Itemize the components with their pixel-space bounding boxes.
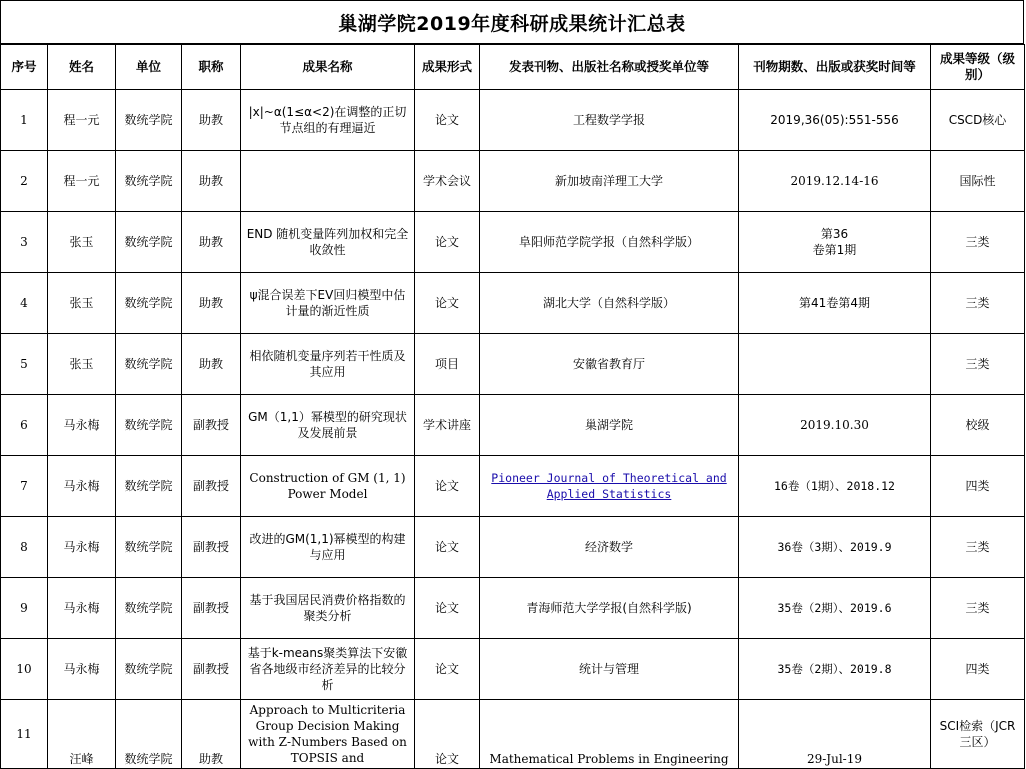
cell-achievement[interactable]: ψ混合误差下EV回归模型中估计量的渐近性质 [241,273,415,334]
cell-name[interactable]: 程一元 [48,151,116,212]
cell-rank[interactable]: 助教 [182,273,241,334]
cell-rank[interactable]: 助教 [182,334,241,395]
cell-issue[interactable]: 35卷（2期）、2019.6 [739,578,931,639]
sheet-title: 巢湖学院2019年度科研成果统计汇总表 [0,0,1024,44]
header-row [1,45,1025,90]
cell-publisher[interactable]: 新加坡南洋理工大学 [480,151,739,212]
table-row [1,456,1025,517]
cell-form[interactable]: 论文 [415,578,480,639]
cell-name[interactable]: 马永梅 [48,456,116,517]
cell-rank[interactable]: 副教授 [182,517,241,578]
cell-form[interactable]: 学术讲座 [415,395,480,456]
cell-form[interactable]: 学术会议 [415,151,480,212]
cell-no[interactable]: 7 [1,456,48,517]
cell-unit[interactable]: 数统学院 [116,151,182,212]
cell-achievement[interactable]: END 随机变量阵列加权和完全收敛性 [241,212,415,273]
cell-achievement[interactable]: GM（1,1）幂模型的研究现状及发展前景 [241,395,415,456]
cell-achievement[interactable]: Construction of GM (1, 1) Power Model [241,456,415,517]
header-no: 序号 [1,45,48,90]
cell-level[interactable]: 三类 [931,212,1025,273]
cell-achievement[interactable]: 基于我国居民消费价格指数的聚类分析 [241,578,415,639]
cell-form[interactable]: 论文 [415,456,480,517]
header-achievement: 成果名称 [241,45,415,90]
cell-publisher[interactable] [480,456,739,517]
table-row [1,151,1025,212]
cell-name[interactable]: 张玉 [48,212,116,273]
cell-form[interactable]: 论文 [415,212,480,273]
cell-achievement[interactable]: 相依随机变量序列若干性质及其应用 [241,334,415,395]
cell-no[interactable]: 4 [1,273,48,334]
cell-issue[interactable] [739,334,931,395]
cell-rank[interactable]: 副教授 [182,395,241,456]
cell-publisher[interactable]: 统计与管理 [480,639,739,700]
cell-form[interactable]: 论文 [415,639,480,700]
cell-level[interactable]: 国际性 [931,151,1025,212]
cell-level[interactable]: 四类 [931,639,1025,700]
cell-level[interactable]: SCI检索（JCR三区） [931,700,1025,769]
cell-unit[interactable]: 数统学院 [116,517,182,578]
cell-issue[interactable]: 2019.10.30 [739,395,931,456]
cell-no[interactable]: 6 [1,395,48,456]
cell-form[interactable]: 论文 [415,90,480,151]
cell-form[interactable]: 论文 [415,273,480,334]
cell-issue[interactable]: 29-Jul-19 [739,700,931,769]
cell-name[interactable]: 程一元 [48,90,116,151]
header-publisher: 发表刊物、出版社名称或授奖单位等 [480,45,739,90]
cell-rank[interactable]: 助教 [182,151,241,212]
cell-unit[interactable]: 数统学院 [116,700,182,769]
cell-rank[interactable]: 副教授 [182,639,241,700]
header-form: 成果形式 [415,45,480,90]
cell-level[interactable]: CSCD核心 [931,90,1025,151]
table-row [1,639,1025,700]
cell-unit[interactable]: 数统学院 [116,273,182,334]
cell-unit[interactable]: 数统学院 [116,90,182,151]
cell-issue[interactable]: 35卷（2期）、2019.8 [739,639,931,700]
cell-issue[interactable]: 16卷（1期）、2018.12 [739,456,931,517]
cell-rank[interactable]: 副教授 [182,456,241,517]
cell-achievement[interactable] [241,151,415,212]
cell-rank[interactable]: 副教授 [182,578,241,639]
table-row [1,395,1025,456]
cell-no[interactable]: 9 [1,578,48,639]
cell-rank[interactable]: 助教 [182,90,241,151]
cell-rank[interactable]: 助教 [182,212,241,273]
cell-unit[interactable]: 数统学院 [116,334,182,395]
cell-issue[interactable]: 第36 卷第1期 [739,212,931,273]
cell-achievement[interactable]: |x|~α(1≤α<2)在调整的正切节点组的有理逼近 [241,90,415,151]
cell-form[interactable]: 论文 [415,700,480,769]
cell-no[interactable]: 2 [1,151,48,212]
cell-publisher[interactable]: 巢湖学院 [480,395,739,456]
table-row [1,700,1025,769]
cell-name[interactable]: 张玉 [48,273,116,334]
cell-level[interactable]: 三类 [931,273,1025,334]
cell-name[interactable]: 马永梅 [48,517,116,578]
cell-issue[interactable]: 2019.12.14-16 [739,151,931,212]
achievement-table [0,44,1025,769]
cell-name[interactable]: 汪峰 [48,700,116,769]
table-row [1,517,1025,578]
header-unit: 单位 [116,45,182,90]
header-issue: 刊物期数、出版或获奖时间等 [739,45,931,90]
cell-achievement[interactable]: 基于k-means聚类算法下安徽省各地级市经济差异的比较分析 [241,639,415,700]
cell-name[interactable]: 张玉 [48,334,116,395]
cell-level[interactable]: 四类 [931,456,1025,517]
cell-no[interactable]: 5 [1,334,48,395]
cell-name[interactable]: 马永梅 [48,395,116,456]
cell-issue[interactable]: 36卷（3期）、2019.9 [739,517,931,578]
cell-form[interactable]: 论文 [415,517,480,578]
cell-name[interactable]: 马永梅 [48,578,116,639]
cell-no[interactable]: 10 [1,639,48,700]
cell-publisher[interactable]: 湖北大学（自然科学版） [480,273,739,334]
table-row [1,90,1025,151]
cell-unit[interactable]: 数统学院 [116,578,182,639]
cell-no[interactable]: 8 [1,517,48,578]
cell-publisher[interactable]: 安徽省教育厅 [480,334,739,395]
cell-unit[interactable]: 数统学院 [116,212,182,273]
cell-achievement[interactable]: Approach to Multicriteria Group Decision Making with Z-Numbers Based on TOPSIS and [241,700,415,769]
table-row [1,273,1025,334]
cell-level[interactable]: 三类 [931,517,1025,578]
cell-level[interactable]: 三类 [931,334,1025,395]
cell-unit[interactable]: 数统学院 [116,395,182,456]
cell-level[interactable]: 三类 [931,578,1025,639]
table-row [1,334,1025,395]
cell-unit[interactable]: 数统学院 [116,639,182,700]
header-rank: 职称 [182,45,241,90]
publisher-link[interactable]: Pioneer Journal of Theoretical and Applied Statistics [491,471,727,501]
table-row [1,578,1025,639]
cell-publisher[interactable]: Mathematical Problems in Engineering [480,700,739,769]
cell-rank[interactable]: 助教 [182,700,241,769]
cell-publisher[interactable]: 青海师范大学学报(自然科学版) [480,578,739,639]
cell-no[interactable]: 11 [1,700,48,769]
cell-unit[interactable]: 数统学院 [116,456,182,517]
cell-no[interactable]: 3 [1,212,48,273]
cell-form[interactable]: 项目 [415,334,480,395]
cell-publisher[interactable]: 工程数学学报 [480,90,739,151]
cell-achievement[interactable]: 改进的GM(1,1)幂模型的构建与应用 [241,517,415,578]
cell-no[interactable]: 1 [1,90,48,151]
header-level: 成果等级（级别） [931,45,1025,90]
cell-name[interactable]: 马永梅 [48,639,116,700]
cell-issue[interactable]: 2019,36(05):551-556 [739,90,931,151]
cell-issue[interactable]: 第41卷第4期 [739,273,931,334]
cell-publisher[interactable]: 阜阳师范学院学报（自然科学版） [480,212,739,273]
table-row [1,212,1025,273]
cell-publisher[interactable]: 经济数学 [480,517,739,578]
header-name: 姓名 [48,45,116,90]
cell-level[interactable]: 校级 [931,395,1025,456]
